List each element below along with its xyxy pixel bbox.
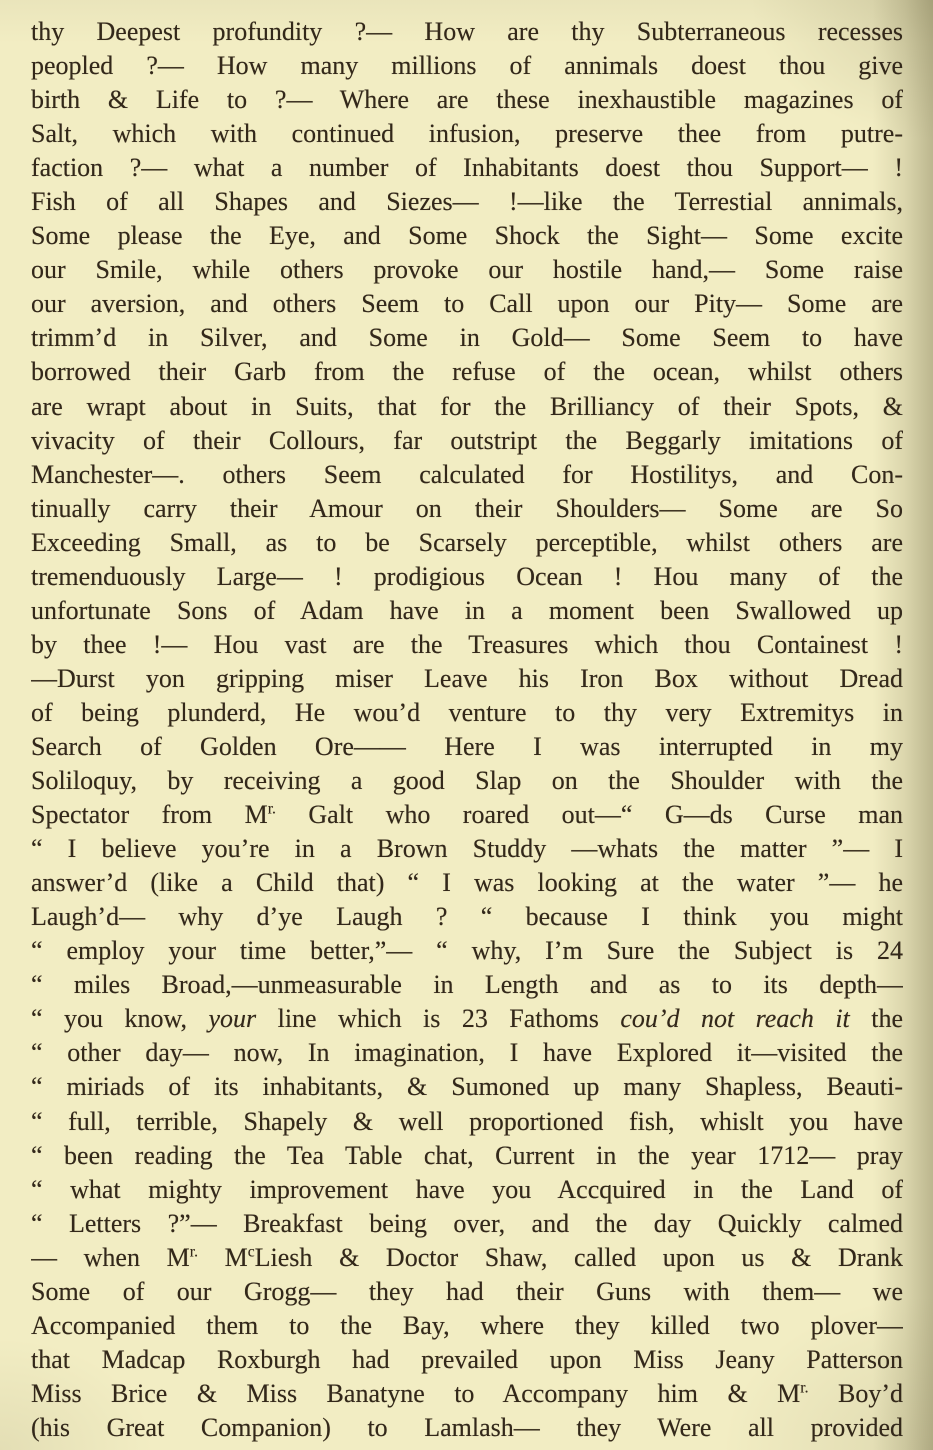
text-line [31, 764, 903, 798]
text-segment: Some please the Eye, and Some Shock the Sight— Some excite [31, 221, 903, 251]
text-line [31, 355, 903, 389]
text-segment: “ been reading the Tea Table chat, Current in the year 1712— pray [31, 1140, 903, 1170]
text-segment: “ other day— now, In imagination, I have Explored it—visited the [31, 1038, 903, 1068]
text-segment: Salt, which with continued infusion, preserve thee from putre- [31, 119, 903, 149]
italic-text: your [208, 1004, 257, 1034]
text-line [31, 1139, 903, 1173]
text-segment: Miss Brice & Miss Banatyne to Accompany him & M [31, 1378, 801, 1408]
text-line [31, 934, 903, 968]
text-segment: birth & Life to ?— Where are these inexhaustible magazines of [31, 85, 903, 115]
text-line [31, 253, 903, 287]
text-line [31, 526, 903, 560]
text-segment: tinually carry their Amour on their Shoulders— Some are So [31, 493, 903, 523]
text-line [31, 662, 903, 696]
text-segment: “ Letters ?”— Breakfast being over, and the day Quickly calmed [31, 1208, 903, 1238]
text-segment: Exceeding Small, as to be Scarsely perceptible, whilst others are [31, 527, 903, 557]
text-line [31, 49, 903, 83]
text-segment: Manchester—. others Seem calculated for Hostilitys, and Con- [31, 459, 903, 489]
text-segment: the [849, 1004, 903, 1034]
text-segment: line which is 23 Fathoms [256, 1004, 621, 1034]
text-line [31, 832, 903, 866]
text-line [31, 1207, 903, 1241]
text-line [31, 492, 903, 526]
text-segment: faction ?— what a number of Inhabitants doest thou Support— ! [31, 153, 903, 183]
text-segment: —Durst yon gripping miser Leave his Iron Box without Dread [31, 663, 903, 693]
text-segment: Fish of all Shapes and Siezes— !—like the Terrestial annimals, [31, 187, 903, 217]
text-line [31, 1309, 903, 1343]
text-line [31, 560, 903, 594]
text-line [31, 219, 903, 253]
text-line [31, 15, 903, 49]
text-line [31, 117, 903, 151]
superscript-text: r. [267, 800, 276, 818]
text-line [31, 151, 903, 185]
text-segment: Laugh’d— why d’ye Laugh ? “ because I think you might [31, 902, 903, 932]
text-segment: “ what mighty improvement have you Accquired in the Land of [31, 1174, 903, 1204]
text-segment: that Madcap Roxburgh had prevailed upon Miss Jeany Patterson [31, 1344, 903, 1374]
italic-text: cou’d not reach it [620, 1004, 850, 1034]
superscript-text: r. [800, 1379, 809, 1397]
text-segment: our Smile, while others provoke our hostile hand,— Some raise [31, 255, 903, 285]
text-line [31, 798, 903, 832]
superscript-text: c [247, 1243, 255, 1261]
text-segment: “ employ your time better,”— “ why, I’m Sure the Subject is 24 [31, 936, 903, 966]
text-line [31, 185, 903, 219]
text-segment: answer’d (like a Child that) “ I was looking at the water ”— he [31, 868, 903, 898]
text-segment: Boy’d [808, 1378, 903, 1408]
text-line [31, 1002, 903, 1036]
text-segment: “ full, terrible, Shapely & well proportioned fish, whislt you have [31, 1106, 903, 1136]
text-segment: M [197, 1242, 248, 1272]
page-text [31, 15, 903, 1445]
text-line [31, 321, 903, 355]
text-line [31, 1377, 903, 1411]
text-line [31, 1343, 903, 1377]
text-line [31, 1036, 903, 1070]
text-segment: vivacity of their Collours, far outstript the Beggarly imitations of [31, 425, 903, 455]
text-line [31, 730, 903, 764]
text-segment: Galt who roared out—“ G—ds Curse man [275, 800, 903, 830]
text-segment: “ miles Broad,—unmeasurable in Length and as to its depth— [31, 970, 903, 1000]
text-line [31, 458, 903, 492]
text-segment: trimm’d in Silver, and Some in Gold— Some Seem to have [31, 323, 903, 353]
text-segment: thy Deepest profundity ?— How are thy Subterraneous recesses [31, 17, 903, 46]
text-line [31, 1241, 903, 1275]
text-line [31, 696, 903, 730]
text-line [31, 900, 903, 934]
text-line [31, 1070, 903, 1104]
text-segment: Spectator from M [31, 800, 268, 830]
text-segment: “ you know, [31, 1004, 209, 1034]
text-segment: are wrapt about in Suits, that for the Brilliancy of their Spots, & [31, 391, 903, 421]
text-line [31, 1105, 903, 1139]
text-line [31, 628, 903, 662]
text-segment: Search of Golden Ore—— Here I was interrupted in my [31, 731, 903, 761]
text-line [31, 594, 903, 628]
text-line [31, 1411, 903, 1445]
text-segment: our aversion, and others Seem to Call upon our Pity— Some are [31, 289, 903, 319]
text-segment: Accompanied them to the Bay, where they killed two plover— [31, 1310, 903, 1340]
text-segment: peopled ?— How many millions of annimals doest thou give [31, 51, 903, 81]
text-line [31, 390, 903, 424]
text-line [31, 968, 903, 1002]
text-segment: — when M [31, 1242, 190, 1272]
text-segment: tremenduously Large— ! prodigious Ocean ! Hou many of the [31, 561, 903, 591]
text-segment: Liesh & Doctor Shaw, called upon us & Drank [254, 1242, 903, 1272]
text-segment: Soliloquy, by receiving a good Slap on the Shoulder with the [31, 766, 903, 796]
text-segment: “ miriads of its inhabitants, & Sumoned up many Shapless, Beauti- [31, 1072, 903, 1102]
text-line [31, 1173, 903, 1207]
text-segment: (his Great Companion) to Lamlash— they Were all provided [31, 1412, 903, 1442]
text-segment: borrowed their Garb from the refuse of the ocean, whilst others [31, 357, 903, 387]
text-segment: “ I believe you’re in a Brown Studdy —whats the matter ”— I [31, 834, 903, 864]
text-line [31, 83, 903, 117]
text-line [31, 1275, 903, 1309]
text-line [31, 866, 903, 900]
text-segment: of being plunderd, He wou’d venture to thy very Extremitys in [31, 697, 903, 727]
text-segment: Some of our Grogg— they had their Guns with them— we [31, 1276, 903, 1306]
text-segment: by thee !— Hou vast are the Treasures which thou Containest ! [31, 629, 903, 659]
text-segment: unfortunate Sons of Adam have in a moment been Swallowed up [31, 595, 903, 625]
text-line [31, 287, 903, 321]
superscript-text: r. [189, 1243, 198, 1261]
text-line [31, 424, 903, 458]
